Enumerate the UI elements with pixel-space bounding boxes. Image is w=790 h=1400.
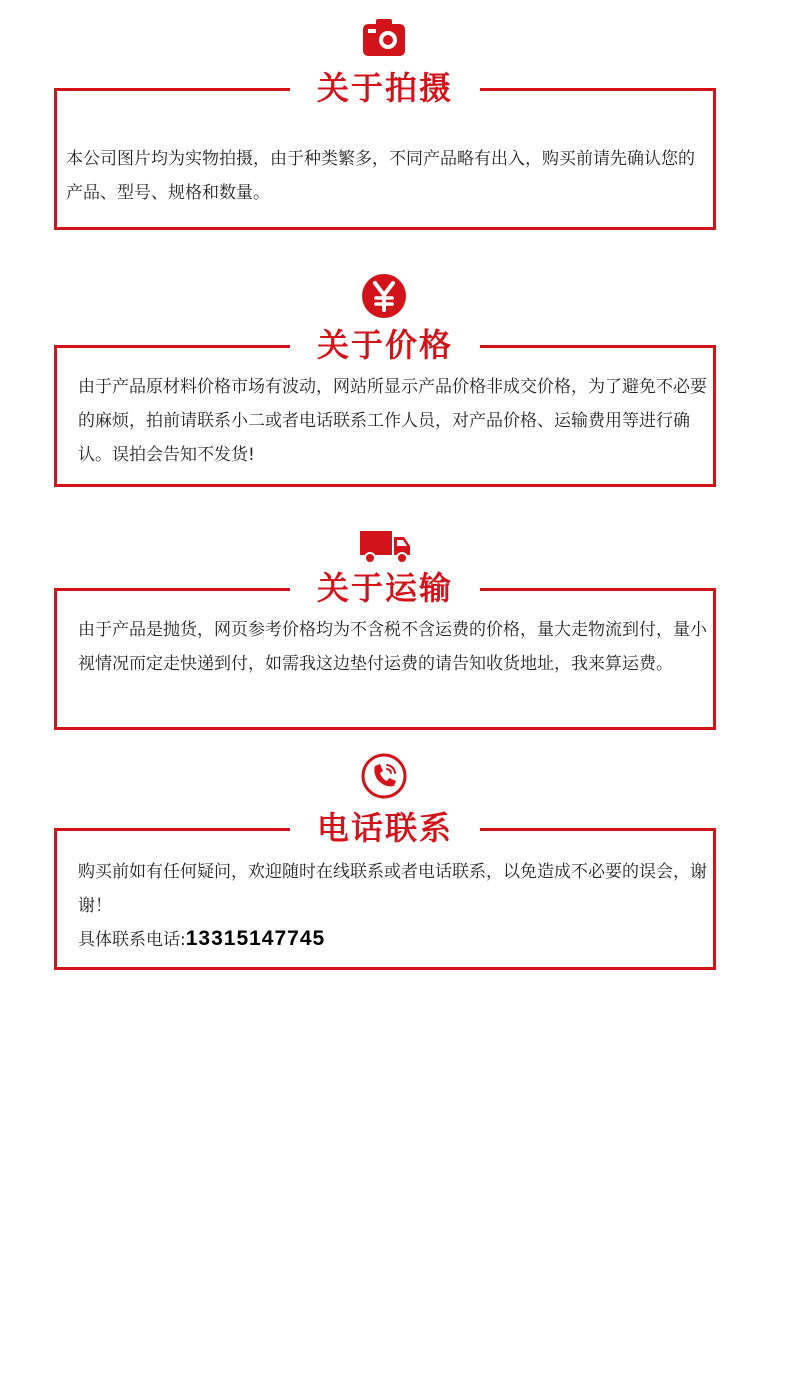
truck-icon [358,521,412,569]
section-text: 由于产品原材料价格市场有波动，网站所显示产品价格非成交价格，为了避免不必要的麻烦，拍前请联系小二或者电话联系工作人员，对产品价格、运输费用等进行确认。误拍会告知不发货! [78,377,707,465]
section-text: 本公司图片均为实物拍摄，由于种类繁多，不同产品略有出入，购买前请先确认您的产品、型号、规格和数量。 [66,149,695,203]
contact-phone-number[interactable]: 13315147745 [185,927,326,950]
camera-icon [360,14,408,62]
section-title: 关于拍摄 [290,68,480,108]
contact-line [78,922,708,957]
section-text: 购买前如有任何疑问，欢迎随时在线联系或者电话联系，以免造成不必要的误会，谢谢！ [78,862,707,916]
section-title: 关于价格 [290,325,480,365]
section-title: 电话联系 [290,808,480,848]
yen-icon [360,272,408,320]
section-title: 关于运输 [290,568,480,608]
contact-label: 具体联系电话: [78,930,186,950]
section-text: 由于产品是抛货，网页参考价格均为不含税不含运费的价格，量大走物流到付，量小视情况而定走快递到付，如需我这边垫付运费的请告知收货地址，我来算运费。 [78,620,707,674]
phone-icon [360,752,408,800]
